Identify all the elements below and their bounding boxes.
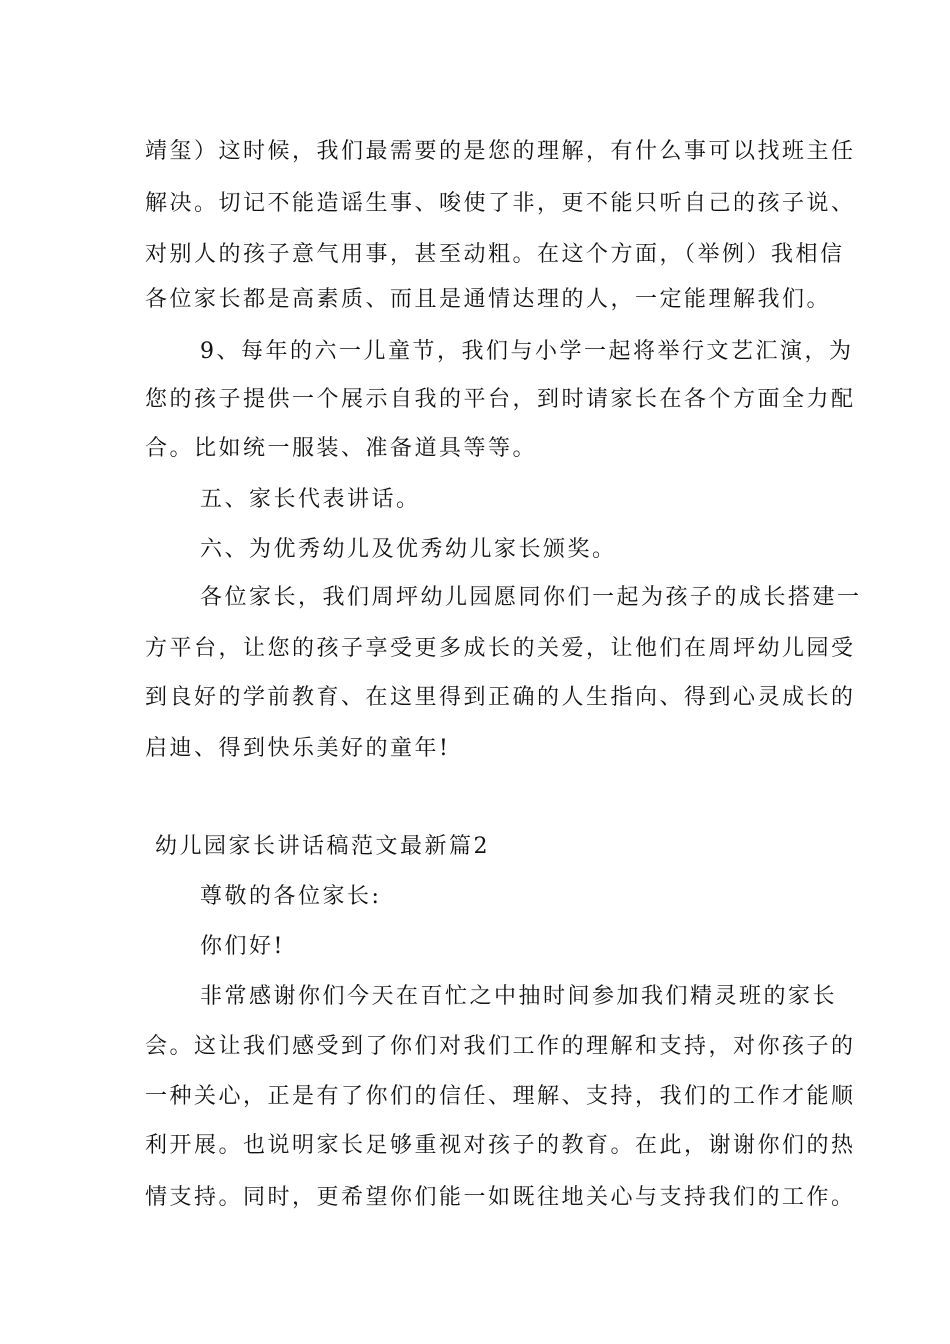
paragraph-line: 对别人的孩子意气用事，甚至动粗。在这个方面，（举例）我相信 (145, 242, 845, 267)
paragraph-line: 靖玺）这时候，我们最需要的是您的理解，有什么事可以找班主任 (145, 139, 856, 164)
body-paragraph-line: 利开展。也说明家长足够重视对孩子的教育。在此，谢谢你们的热 (145, 1133, 856, 1158)
closing-paragraph-line: 启迪、得到快乐美好的童年! (145, 736, 451, 761)
section-title: 幼儿园家长讲话稿范文最新篇2 (155, 834, 490, 859)
closing-paragraph-line: 方平台，让您的孩子享受更多成长的关爱，让他们在周坪幼儿园受 (145, 636, 856, 661)
list-item-6: 六、为优秀幼儿及优秀幼儿家长颁奖。 (200, 537, 617, 562)
list-item-9-line: 您的孩子提供一个展示自我的平台，到时请家长在各个方面全力配 (145, 387, 856, 412)
list-item-5: 五、家长代表讲话。 (200, 487, 421, 512)
greeting: 你们好! (200, 934, 285, 959)
salutation: 尊敬的各位家长: (200, 884, 382, 909)
closing-paragraph-line: 到良好的学前教育、在这里得到正确的人生指向、得到心灵成长的 (145, 685, 856, 710)
closing-paragraph-line: 各位家长，我们周坪幼儿园愿同你们一起为孩子的成长搭建一 (200, 585, 862, 610)
list-item-9-line: 9、每年的六一儿童节，我们与小学一起将举行文艺汇演，为 (200, 339, 854, 364)
body-paragraph-line: 一种关心，正是有了你们的信任、理解、支持，我们的工作才能顺 (145, 1084, 856, 1109)
body-paragraph-line: 情支持。同时，更希望你们能一如既往地关心与支持我们的工作。 (145, 1185, 856, 1210)
list-item-9-line: 合。比如统一服装、准备道具等等。 (145, 436, 538, 461)
body-paragraph-line: 非常感谢你们今天在百忙之中抽时间参加我们精灵班的家长 (200, 984, 838, 1009)
paragraph-line: 解决。切记不能造谣生事、唆使了非，更不能只听自己的孩子说、 (145, 191, 856, 216)
body-paragraph-line: 会。这让我们感受到了你们对我们工作的理解和支持，对你孩子的 (145, 1034, 856, 1059)
paragraph-line: 各位家长都是高素质、而且是通情达理的人，一定能理解我们。 (145, 287, 832, 312)
